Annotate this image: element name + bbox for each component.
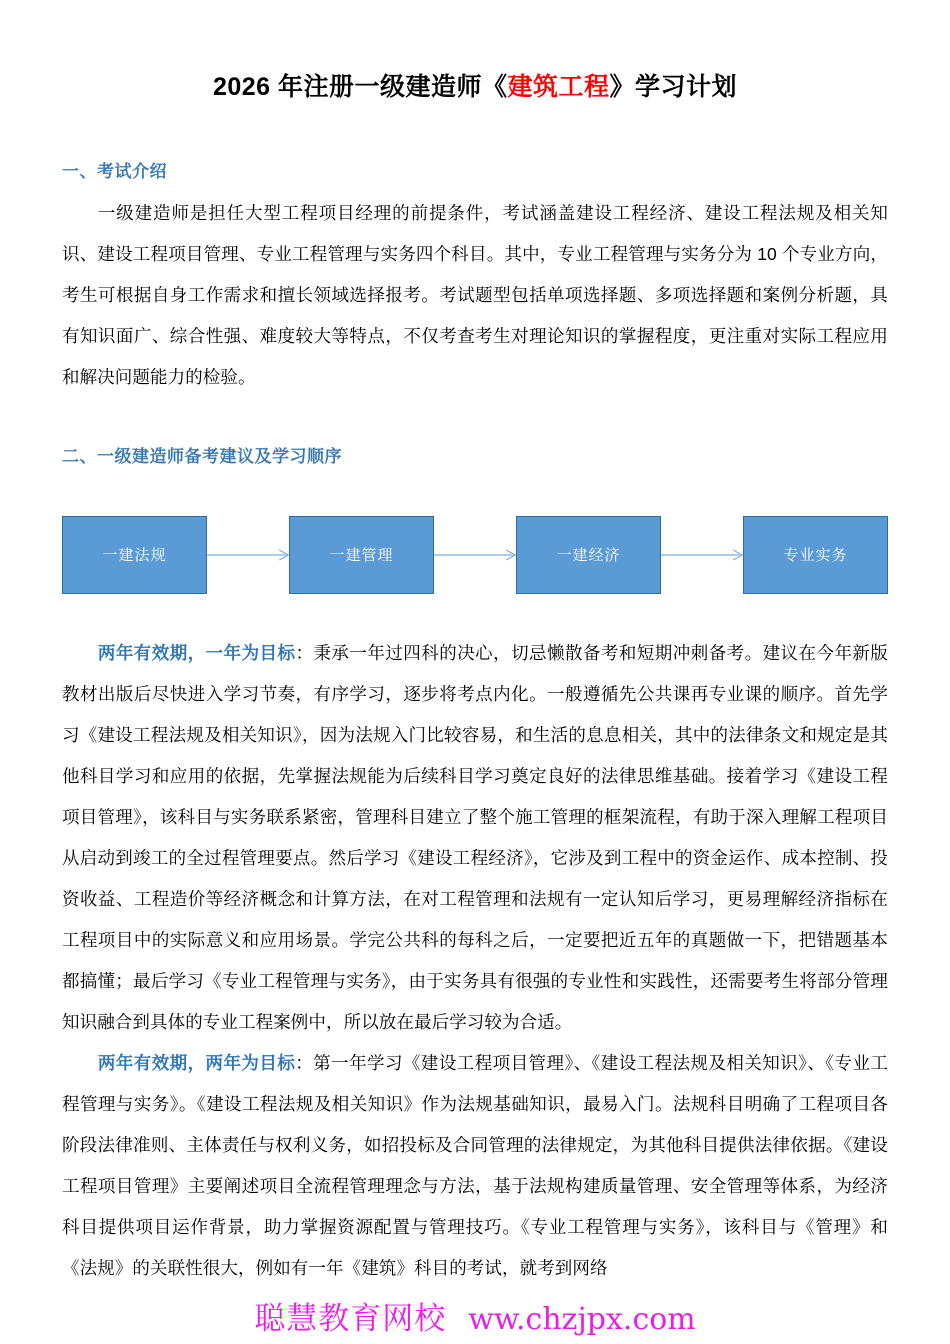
arrow-right-icon <box>661 549 743 561</box>
flow-arrow-1 <box>207 549 289 561</box>
arrow-right-icon <box>207 549 289 561</box>
flow-node-management <box>289 516 434 594</box>
paragraph-advice-one-year <box>62 633 888 1043</box>
document-content <box>62 0 888 1289</box>
advice-separator: ： <box>295 1052 314 1073</box>
flow-arrow-2 <box>434 549 516 561</box>
watermark-brand: 聪慧教育网校 <box>254 1301 447 1337</box>
flow-node-label: 一建经济 <box>556 546 621 565</box>
watermark <box>0 1293 950 1338</box>
advice-body-one-year: 秉承一年过四科的决心，切忌懒散备考和短期冲刺备考。建议在今年新版教材出版后尽快进入学习节奏，有序学习，逐步将考点内化。一般遵循先公共课再专业课的顺序。首先学习《建设工程法规及相关知识》，因为法规入门比较容易，和生活的息息相关，其中的法律条文和规定是其他科目学习和应用的依据，先掌握法规能为后续科目学习奠定良好的法律思维基础。接着学习《建设工程项目管理》，该科目与实务联系紧密，管理科目建立了整个施工管理的框架流程，有助于深入理解工程项目从启动到竣工的全过程管理要点。然后学习《建设工程经济》，它涉及到工程中的资金运作、成本控制、投资收益、工程造价等经济概念和计算方法，在对工程管理和法规有一定认知后学习，更易理解经济指标在工程项目中的实际意义和应用场景。学完公共科的每科之后，一定要把近五年的真题做一下，把错题基本都搞懂；最后学习《专业工程管理与实务》，由于实务具有很强的专业性和实践性，还需要考生将部分管理知识融合到具体的专业工程案例中，所以放在最后学习较为合适。 <box>62 642 888 1032</box>
watermark-url: ww.chzjpx.com <box>468 1302 696 1337</box>
paragraph-advice-two-year <box>62 1043 888 1289</box>
flow-node-label: 专业实务 <box>783 546 848 565</box>
section-heading-study-order: 二、一级建造师备考建议及学习顺序 <box>62 446 342 466</box>
title-prefix: 2026 年注册一级建造师《 <box>212 73 508 101</box>
arrow-right-icon <box>434 549 516 561</box>
advice-separator: ： <box>295 642 314 663</box>
flow-node-law <box>62 516 207 594</box>
flow-arrow-3 <box>661 549 743 561</box>
section-heading-exam-intro: 一、考试介绍 <box>62 162 167 181</box>
advice-lead-two-year: 两年有效期，两年为目标 <box>97 1052 296 1073</box>
title-suffix: 》学习计划 <box>609 73 738 101</box>
advice-lead-one-year: 两年有效期，一年为目标 <box>97 642 296 663</box>
title-accent: 建筑工程 <box>507 73 610 101</box>
flow-node-practice <box>743 516 888 594</box>
study-order-flowchart <box>62 507 888 603</box>
advice-body-two-year: 第一年学习《建设工程项目管理》、《建设工程法规及相关知识》、《专业工程管理与实务》。《建设工程法规及相关知识》作为法规基础知识，最易入门。法规科目明确了工程项目各阶段法律准则、主体责任与权利义务，如招投标及合同管理的法律规定，为其他科目提供法律依据。《建设工程项目管理》主要阐述项目全流程管理理念与方法，基于法规构建质量管理、安全管理等体系，为经济科目提供项目运作背景，助力掌握资源配置与管理技巧。《专业工程管理与实务》，该科目与《管理》和《法规》的关联性很大，例如有一年《建筑》科目的考试，就考到网络 <box>62 1052 888 1278</box>
paragraph-exam-intro: 一级建造师是担任大型工程项目经理的前提条件，考试涵盖建设工程经济、建设工程法规及相关知识、建设工程项目管理、专业工程管理与实务四个科目。其中，专业工程管理与实务分为 10 个专业方向，考生可根据自身工作需求和擅长领域选择报考。考试题型包括单项选择题、多项选择题和案例分析题，具有知识面广、综合性强、难度较大等特点，不仅考查考生对理论知识的掌握程度，更注重对实际工程应用和解决问题能力的检验。 <box>62 202 888 387</box>
flow-node-label: 一建管理 <box>329 546 394 565</box>
flow-node-label: 一建法规 <box>102 546 167 565</box>
page-title <box>62 0 888 102</box>
flow-node-economics <box>516 516 661 594</box>
